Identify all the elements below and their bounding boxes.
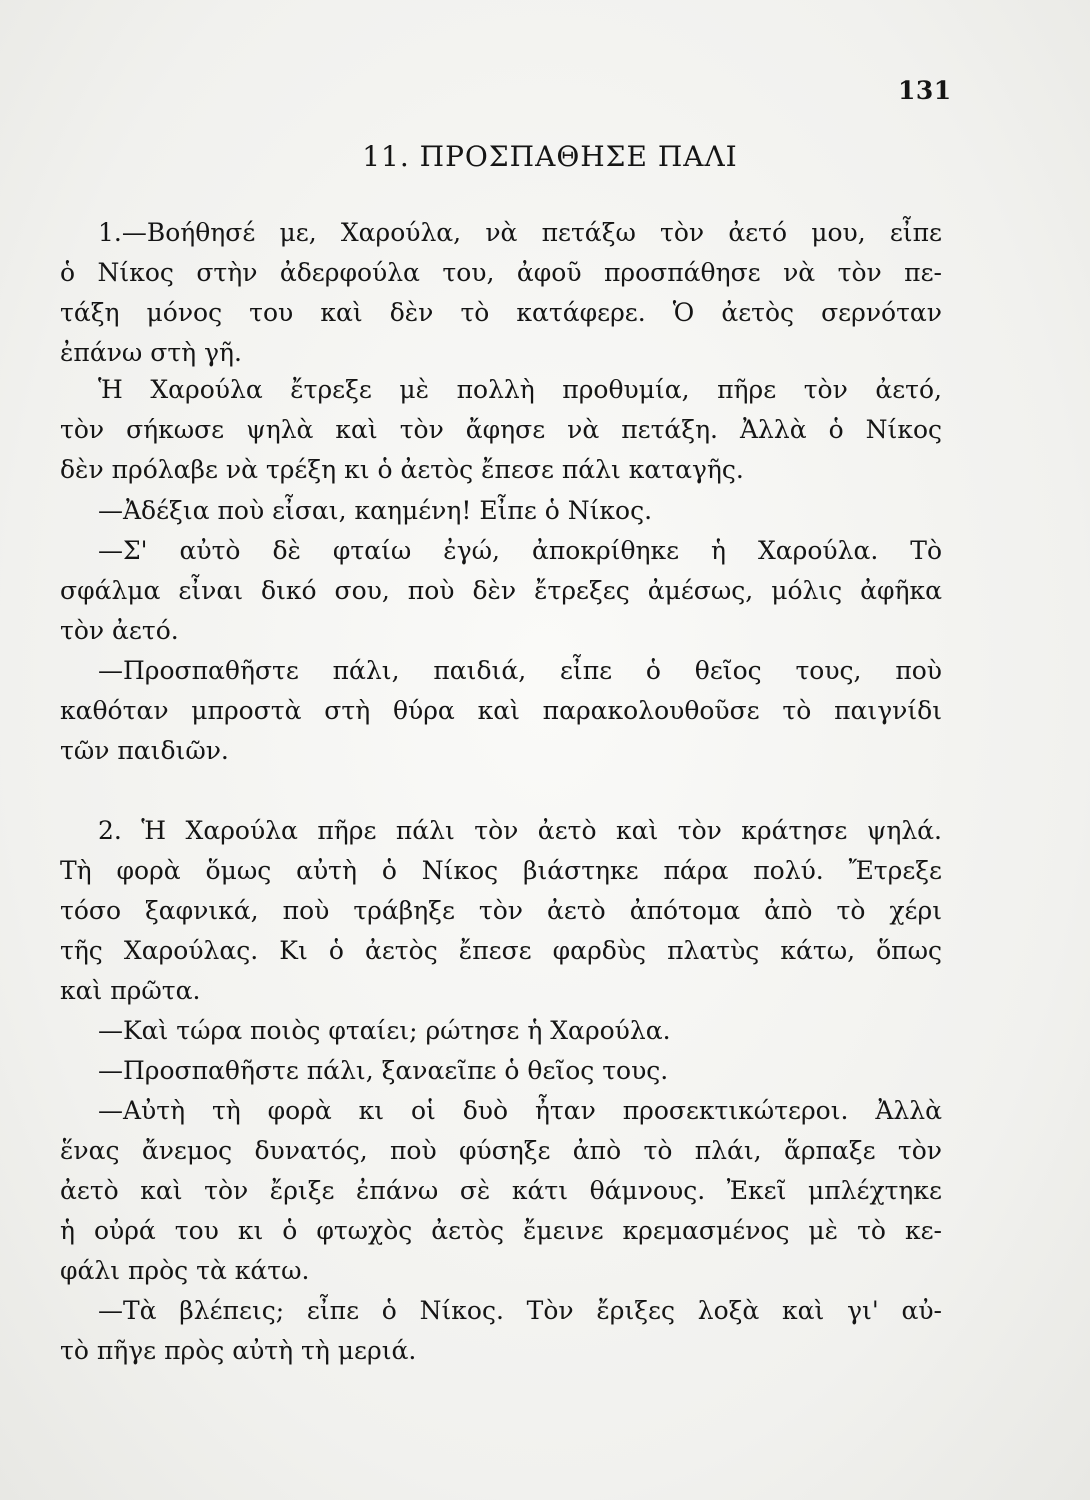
text-line: ἡ οὐρά του κι ὁ φτωχὸς ἀετὸς ἔμεινε κρεμασμένος μὲ τὸ κε- (60, 1216, 942, 1245)
text-line: 2. Ἡ Χαρούλα πῆρε πάλι τὸν ἀετὸ καὶ τὸν κράτησε ψηλά. (98, 816, 942, 845)
text-line: σφάλμα εἶναι δικό σου, ποὺ δὲν ἔτρεξες ἀμέσως, μόλις ἀφῆκα (60, 576, 942, 605)
page-number: 131 (898, 76, 952, 105)
text-line: 1.—Βοήθησέ με, Χαρούλα, νὰ πετάξω τὸν ἀετό μου, εἶπε (98, 218, 942, 247)
chapter-title: 11. ΠΡΟΣΠΑΘΗΣΕ ΠΑΛΙ (362, 140, 738, 173)
text-line: —Αὐτὴ τὴ φορὰ κι οἱ δυὸ ἦταν προσεκτικώτεροι. Ἀλλὰ (98, 1096, 942, 1125)
text-line: τὸ πῆγε πρὸς αὐτὴ τὴ μεριά. (60, 1336, 417, 1365)
text-line: καὶ πρῶτα. (60, 976, 201, 1005)
text-line: ἀετὸ καὶ τὸν ἔριξε ἐπάνω σὲ κάτι θάμνους. Ἐκεῖ μπλέχτηκε (60, 1176, 942, 1205)
text-line: —Προσπαθῆστε πάλι, παιδιά, εἶπε ὁ θεῖος τους, ποὺ (98, 656, 942, 685)
text-line: Τὴ φορὰ ὅμως αὐτὴ ὁ Νίκος βιάστηκε πάρα πολύ. Ἔτρεξε (60, 856, 942, 885)
text-line: ἐπάνω στὴ γῆ. (60, 338, 242, 367)
text-line: ἕνας ἄνεμος δυνατός, ποὺ φύσηξε ἀπὸ τὸ πλάι, ἅρπαξε τὸν (60, 1136, 942, 1165)
text-line: τάξη μόνος του καὶ δὲν τὸ κατάφερε. Ὁ ἀετὸς σερνόταν (60, 298, 942, 327)
text-line: ὁ Νίκος στὴν ἀδερφούλα του, ἀφοῦ προσπάθησε νὰ τὸν πε- (60, 258, 942, 287)
text-line: καθόταν μπροστὰ στὴ θύρα καὶ παρακολουθοῦσε τὸ παιγνίδι (60, 696, 942, 725)
text-line: τὸν σήκωσε ψηλὰ καὶ τὸν ἄφησε νὰ πετάξη. Ἀλλὰ ὁ Νίκος (60, 415, 942, 444)
text-line: τὸν ἀετό. (60, 616, 179, 645)
text-line: τῆς Χαρούλας. Κι ὁ ἀετὸς ἔπεσε φαρδὺς πλατὺς κάτω, ὅπως (60, 936, 942, 965)
text-line: δὲν πρόλαβε νὰ τρέξη κι ὁ ἀετὸς ἔπεσε πάλι καταγῆς. (60, 455, 744, 484)
text-line: —Καὶ τώρα ποιὸς φταίει; ρώτησε ἡ Χαρούλα. (98, 1016, 671, 1045)
text-line: φάλι πρὸς τὰ κάτω. (60, 1256, 310, 1285)
text-line: —Ἀδέξια ποὺ εἶσαι, καημένη! Εἶπε ὁ Νίκος. (98, 496, 653, 525)
text-line: —Προσπαθῆστε πάλι, ξαναεῖπε ὁ θεῖος τους. (98, 1056, 669, 1085)
text-line: —Σ' αὐτὸ δὲ φταίω ἐγώ, ἀποκρίθηκε ἡ Χαρούλα. Τὸ (98, 536, 942, 565)
text-line: Ἡ Χαρούλα ἔτρεξε μὲ πολλὴ προθυμία, πῆρε τὸν ἀετό, (98, 375, 942, 404)
text-line: τόσο ξαφνικά, ποὺ τράβηξε τὸν ἀετὸ ἀπότομα ἀπὸ τὸ χέρι (60, 896, 942, 925)
text-line: —Τὰ βλέπεις; εἶπε ὁ Νίκος. Τὸν ἔριξες λοξὰ καὶ γι' αὐ- (98, 1296, 942, 1325)
text-line: τῶν παιδιῶν. (60, 736, 229, 765)
